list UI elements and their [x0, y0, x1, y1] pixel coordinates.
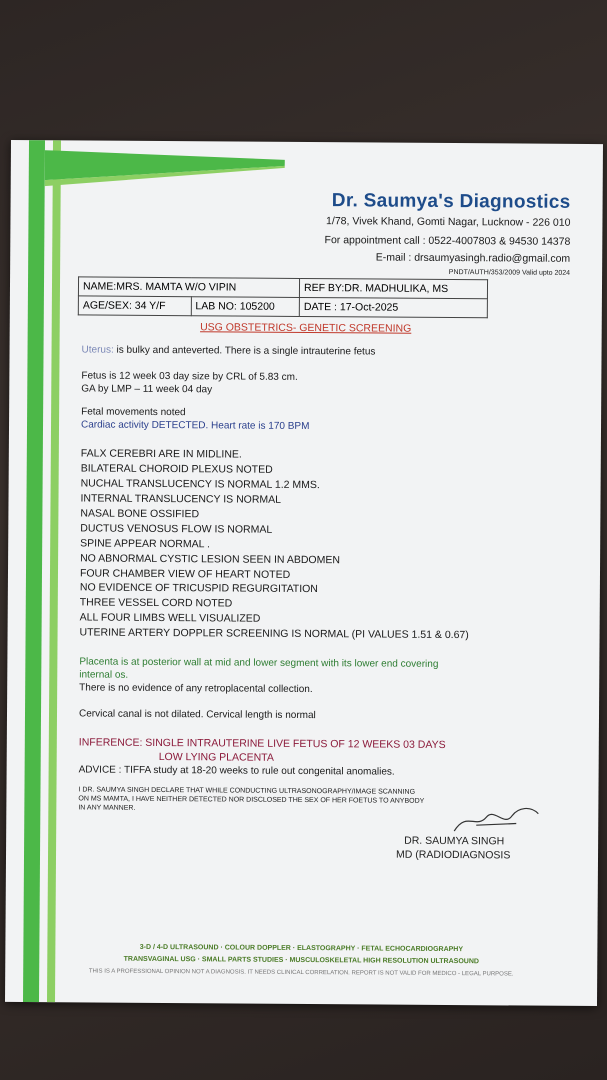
- placenta-finding: Placenta is at posterior wall at mid and lower segment with its lower end covering: [79, 656, 439, 670]
- cervical-finding: Cervical canal is not dilated. Cervical length is normal: [78, 708, 316, 722]
- cardiac-activity: Cardiac activity DETECTED. Heart rate is 170 BPM: [80, 419, 310, 433]
- signatory-name: DR. SAUMYA SINGH: [404, 834, 505, 848]
- inference-line: INFERENCE: SINGLE INTRAUTERINE LIVE FETUS OF 12 WEEKS 03 DAYS: [78, 736, 446, 751]
- letterhead-green-swoosh: [45, 150, 285, 212]
- fetal-movements: Fetal movements noted: [81, 406, 186, 419]
- pndt-registration: PNDT/AUTH/353/2009 Valid upto 2024: [448, 269, 571, 277]
- checklist-item: UTERINE ARTERY DOPPLER SCREENING IS NORMAL (PI VALUES 1.51 & 0.67): [79, 626, 469, 642]
- checklist-item: SPINE APPEAR NORMAL .: [80, 537, 210, 551]
- fetus-size: Fetus is 12 week 03 day size by CRL of 5.83 cm.: [81, 370, 298, 383]
- ga-by-lmp: GA by LMP – 11 week 04 day: [81, 383, 213, 396]
- retroplacental-finding: There is no evidence of any retroplacental collection.: [79, 682, 313, 696]
- patient-info-table: [78, 276, 488, 318]
- checklist-item: DUCTUS VENOSUS FLOW IS NORMAL: [80, 522, 273, 536]
- checklist-item: NUCHAL TRANSLUCENCY IS NORMAL 1.2 MMS.: [80, 477, 320, 492]
- signatory-qualification: MD (RADIODIAGNOSIS: [395, 848, 511, 862]
- referred-by: REF BY:DR. MADHULIKA, MS: [299, 278, 487, 298]
- disclaimer-footer: THIS IS A PROFESSIONAL OPINION NOT A DIAGNOSIS. IT NEEDS CLINICAL CORRELATION. REPORT IS NOT VALID FOR MEDICO - LEGAL PURPOSE.: [88, 968, 514, 978]
- placenta-finding-cont: internal os.: [79, 669, 129, 681]
- report-title: USG OBSTETRICS- GENETIC SCREENING: [200, 321, 412, 335]
- services-footer-line: TRANSVAGINAL USG · SMALL PARTS STUDIES · MUSCULOSKELETAL HIGH RESOLUTION ULTRASOUND: [123, 955, 479, 966]
- clinic-name: Dr. Saumya's Diagnostics: [331, 190, 571, 213]
- lab-number: LAB NO: 105200: [191, 297, 300, 317]
- report-sheet: [5, 140, 603, 1006]
- age-sex: AGE/SEX: 34 Y/F: [78, 296, 191, 316]
- appointment-phone: For appointment call : 0522-4007803 & 94530 14378: [324, 234, 571, 248]
- inference-placenta: LOW LYING PLACENTA: [158, 750, 274, 764]
- uterus-text: is bulky and anteverted. There is a single intrauterine fetus: [113, 344, 376, 358]
- declaration-line: I DR. SAUMYA SINGH DECLARE THAT WHILE CONDUCTING ULTRASONOGRAPHY/IMAGE SCANNING: [78, 786, 416, 796]
- uterus-finding: [82, 344, 376, 357]
- services-footer-line: 3-D / 4-D ULTRASOUND · COLOUR DOPPLER · ELASTOGRAPHY · FETAL ECHOCARDIOGRAPHY: [139, 943, 464, 954]
- declaration-line: IN ANY MANNER.: [78, 804, 136, 812]
- checklist-item: NO EVIDENCE OF TRICUSPID REGURGITATION: [79, 581, 318, 596]
- checklist-item: ALL FOUR LIMBS WELL VISUALIZED: [79, 611, 261, 625]
- advice: ADVICE : TIFFA study at 18-20 weeks to rule out congenital anomalies.: [78, 764, 395, 778]
- checklist-item: NO ABNORMAL CYSTIC LESION SEEN IN ABDOMEN: [80, 552, 340, 567]
- checklist-item: NASAL BONE OSSIFIED: [80, 507, 200, 521]
- declaration-line: ON MS MAMTA, I HAVE NEITHER DETECTED NOR DISCLOSED THE SEX OF HER FOETUS TO ANYBODY: [78, 795, 425, 805]
- checklist-item: BILATERAL CHOROID PLEXUS NOTED: [80, 462, 273, 476]
- checklist-item: FALX CEREBRI ARE IN MIDLINE.: [80, 447, 242, 461]
- checklist-item: THREE VESSEL CORD NOTED: [79, 596, 233, 610]
- patient-name: NAME:MRS. MAMTA W/O VIPIN: [78, 277, 299, 298]
- clinic-address: 1/78, Vivek Khand, Gomti Nagar, Lucknow - 226 010: [326, 215, 571, 229]
- checklist-item: INTERNAL TRANSLUCENCY IS NORMAL: [80, 492, 282, 506]
- light-green-side-bar: [47, 140, 61, 1002]
- clinic-email: E-mail : drsaumyasingh.radio@gmail.com: [375, 251, 571, 265]
- checklist-item: FOUR CHAMBER VIEW OF HEART NOTED: [79, 567, 291, 581]
- report-date: DATE : 17-Oct-2025: [299, 297, 487, 317]
- green-side-bar: [23, 140, 45, 1002]
- uterus-label: Uterus:: [81, 344, 114, 356]
